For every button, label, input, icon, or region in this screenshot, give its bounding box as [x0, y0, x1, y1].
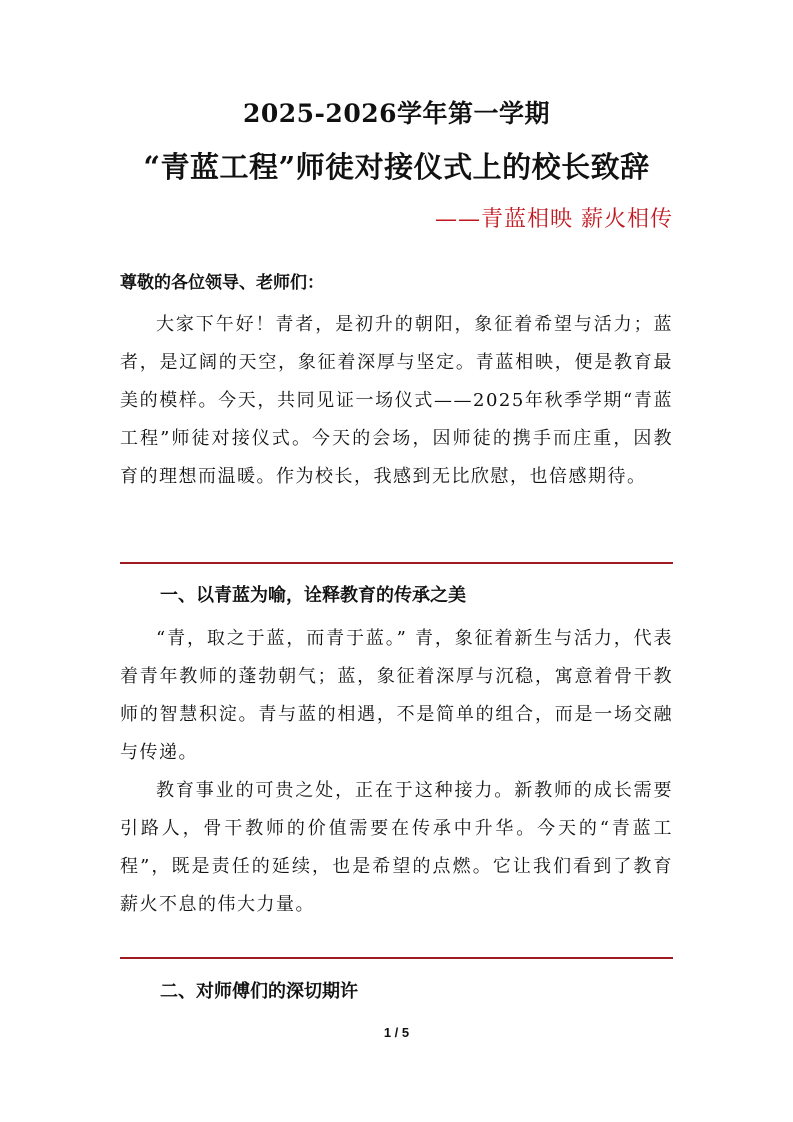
page-number: 1 / 5 [383, 1025, 410, 1040]
title-line-1: 2025-2026学年第一学期 [242, 99, 551, 128]
title-line-2: “青蓝工程”师徒对接仪式上的校长致辞 [143, 150, 650, 184]
section-divider-2 [120, 957, 673, 959]
section-1-heading: 一、以青蓝为喻，诠释教育的传承之美 [160, 585, 466, 606]
section-divider-1 [120, 562, 673, 564]
section-2-heading: 二、对师傅们的深切期许 [160, 981, 358, 1002]
section-1-paragraph-2: 教育事业的可贵之处，正在于这种接力。新教师的成长需要引路人，骨干教师的价值需要在传承中升华。今天的“青蓝工程”，既是责任的延续，也是希望的点燃。它让我们看到了教育薪火不息的伟大力量。 [120, 780, 673, 915]
greeting: 尊敬的各位领导、老师们： [120, 273, 324, 293]
intro-paragraph: 大家下午好！青者，是初升的朝阳，象征着希望与活力；蓝者，是辽阔的天空，象征着深厚与坚定。青蓝相映，便是教育最美的模样。今天，共同见证一场仪式——2025年秋季学期“青蓝工程”师徒对接仪式。今天的会场，因师徒的携手而庄重，因教育的理想而温暖。作为校长，我感到无比欣慰，也倍感期待。 [120, 314, 673, 487]
subtitle: ——青蓝相映 薪火相传 [435, 207, 673, 232]
section-1-paragraph-1: “青，取之于蓝，而青于蓝。” 青，象征着新生与活力，代表着青年教师的蓬勃朝气；蓝，象征着深厚与沉稳，寓意着骨干教师的智慧积淀。青与蓝的相遇，不是简单的组合，而是一场交融与传递。 [120, 628, 673, 763]
